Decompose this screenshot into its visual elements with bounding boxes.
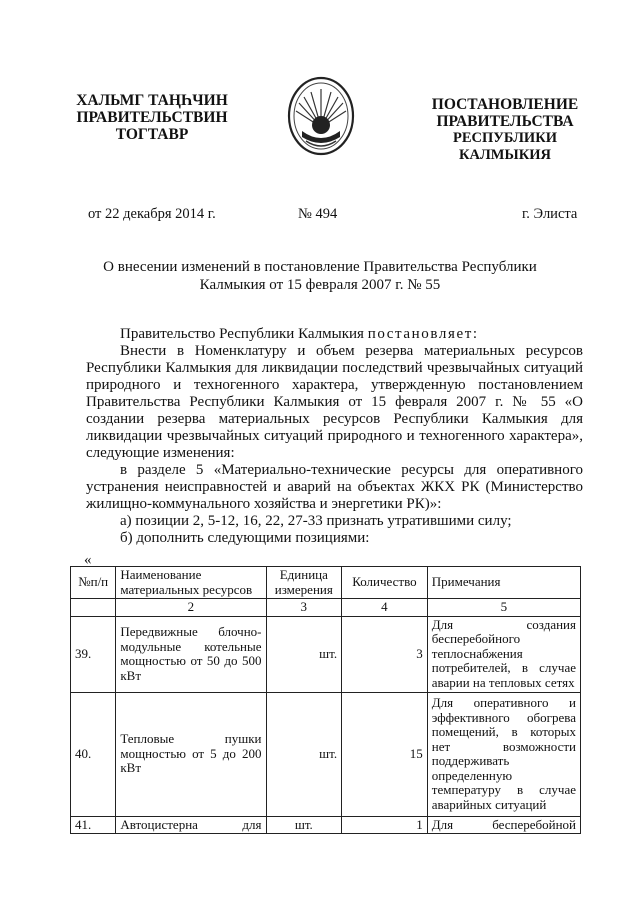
row-unit: шт.: [266, 692, 342, 816]
header-name: Наименование материальных ресурсов: [116, 567, 266, 599]
intro-paragraph: [86, 326, 583, 343]
row-number: 41.: [71, 816, 116, 834]
row-unit: шт.: [266, 616, 342, 692]
paragraph-2: в разделе 5 «Материально-технические ресурсы для оперативного устранения неисправностей и аварий на объектах ЖКХ РК (Министерство жилищно-коммунального хозяйства и энергетики РК)»:: [86, 462, 583, 512]
header-right-block: [410, 96, 600, 164]
header-quantity: Количество: [342, 567, 428, 599]
positions-table: [70, 566, 581, 834]
header-left-block: [62, 92, 242, 143]
table-row: [71, 616, 581, 692]
row-number: 39.: [71, 616, 116, 692]
numbering-cell-2: 2: [116, 599, 266, 617]
document-body: [86, 326, 583, 547]
row-note: Для оперативного и эффективного обогрева помещений, в которых нет возможности поддерживать определенную температуру в случае аварийных ситуаций: [427, 692, 580, 816]
row-quantity: 3: [342, 616, 428, 692]
table-row: [71, 816, 581, 834]
table-numbering-row: [71, 599, 581, 617]
row-name: Тепловые пушки мощностью от 5 до 200 кВт: [116, 692, 266, 816]
numbering-cell-empty: [71, 599, 116, 617]
document-title: [100, 258, 540, 294]
row-note: Для бесперебойной: [427, 816, 580, 834]
table-row: [71, 692, 581, 816]
row-number: 40.: [71, 692, 116, 816]
title-line-2: Калмыкия от 15 февраля 2007 г. № 55: [199, 277, 441, 293]
row-unit: шт.: [266, 816, 342, 834]
header-right-line-1: ПОСТАНОВЛЕНИЕ: [431, 96, 579, 113]
emblem-icon: [286, 75, 356, 157]
header-left-line-2: ПРАВИТЕЛЬСТВИН: [76, 109, 228, 126]
numbering-cell-4: 4: [342, 599, 428, 617]
document-number: № 494: [298, 206, 338, 222]
document-date: от 22 декабря 2014 г.: [88, 206, 216, 222]
opening-quote: «: [84, 552, 92, 568]
paragraph-3: а) позиции 2, 5-12, 16, 22, 27-33 признать утратившими силу;: [120, 513, 512, 529]
row-name: Автоцистерна для: [116, 816, 266, 834]
header-notes: Примечания: [427, 567, 580, 599]
intro-text: Правительство Республики Калмыкия: [120, 326, 364, 342]
document-place: г. Элиста: [522, 206, 578, 222]
paragraph-4: б) дополнить следующими позициями:: [120, 530, 370, 546]
header-left-line-3: ТОГТАВР: [115, 126, 189, 143]
coat-of-arms-emblem: [286, 75, 356, 157]
numbering-cell-3: 3: [266, 599, 342, 617]
title-line-1: О внесении изменений в постановление Правительства Республики: [103, 259, 537, 275]
table-header-row: [71, 567, 581, 599]
header-right-line-2: ПРАВИТЕЛЬСТВА: [436, 113, 574, 130]
paragraph-1: Внести в Номенклатуру и объем резерва материальных ресурсов Республики Калмыкия для ликвидации последствий чрезвычайных ситуаций природного и техногенного характера, утвержденную постановлением Правительства Республики Калмыкия от 15 февраля 2007 г. № 55 «О создании резерва материальных ресурсов Республики Калмыкия для ликвидации чрезвычайных ситуаций природного и техногенного характера», следующие изменения:: [86, 343, 583, 461]
row-quantity: 15: [342, 692, 428, 816]
header-right-line-3: РЕСПУБЛИКИ КАЛМЫКИЯ: [452, 130, 558, 163]
row-note: Для создания бесперебойного теплоснабжения потребителей, в случае аварии на тепловых сетях: [427, 616, 580, 692]
header-number: №п/п: [71, 567, 116, 599]
header-left-line-1: ХАЛЬМГ ТАҢҺЧИН: [76, 92, 228, 109]
numbering-cell-5: 5: [427, 599, 580, 617]
row-name: Передвижные блочно-модульные котельные мощностью от 50 до 500 кВт: [116, 616, 266, 692]
row-quantity: 1: [342, 816, 428, 834]
intro-decree-word: постановляет:: [367, 326, 479, 342]
header-unit: Единица измерения: [266, 567, 342, 599]
